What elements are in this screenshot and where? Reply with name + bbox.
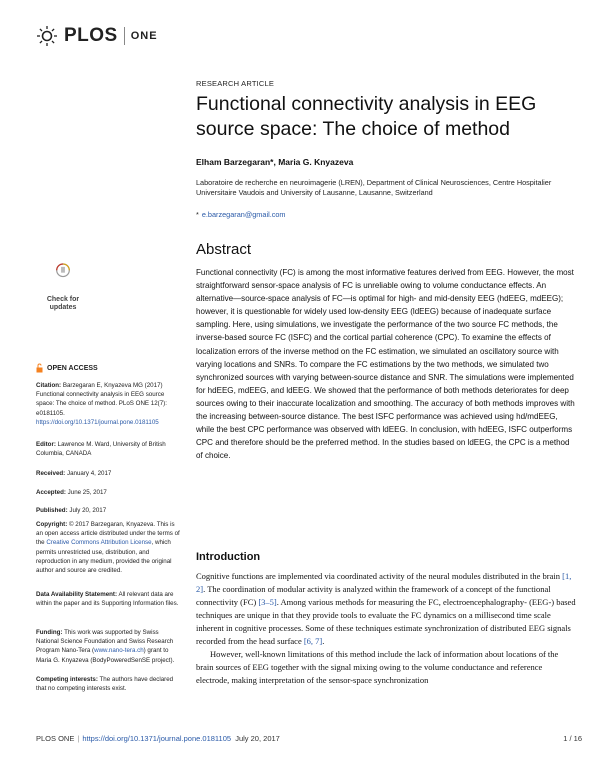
email-mark: * — [196, 210, 199, 219]
citation-text: Barzegaran E, Knyazeva MG (2017) Functional connectivity analysis in EEG source space: The choice of method. PLoS ONE 12(7): e0181105. — [36, 382, 167, 417]
footer-date: July 20, 2017 — [235, 734, 280, 743]
plos-one-logo — [36, 24, 158, 48]
intro-paragraph-1 — [196, 570, 576, 648]
competing-interests-text: The authors have declared that no competing interests exist. — [36, 676, 174, 693]
article-type: RESEARCH ARTICLE — [196, 79, 275, 88]
page-number: 1 / 16 — [563, 734, 582, 743]
funding-text: This work was supported by Swiss National Science Foundation and Swiss Research Program Nano-Tera ( — [36, 629, 174, 655]
copyright-text: © 2017 Barzegaran, Knyazeva. This is an open access article distributed under the terms of the — [36, 521, 180, 547]
introduction-body — [196, 570, 576, 687]
editor-block — [36, 440, 182, 458]
article-title: Functional connectivity analysis in EEG source space: The choice of method — [196, 93, 537, 140]
abstract-text: Functional connectivity (FC) is among the most informative features derived from EEG. However, the most straightforward sensor-space analysis of FC is unreliable owing to volume conductance effects. An alternative—source-space analysis of FC—is optimal for high- and mid-density EEG (hdEEG, mdEEG); however, it is questionable for widely used low-density EEG (ldEEG) because of inadequate surface sampling. Here, using simulations, we investigate the performance of the two source FC methods, the inverse-based source FC (ISFC) and the cortical partial coherence (CPC). To examine the effects of localization errors of the inverse method on the FC estimation, we simulated an oscillatory source with varying locations and SNRs. To compare the FC estimations by the two methods, we simulated two synchronized sources with varying between-source distance and SNR. The simulations were implemented for hdEEG, mdEEG, and ldEEG. We showed that the performance of both methods deteriorates for deep sources owing to their inaccurate localization and smoothing. The accuracy of both methods improves with the increasing between-source distance. The best ISFC performance was achieved using hd/mdEEG, while the best CPC performance was observed with ldEEG. In conclusion, with hdEEG, ISFC outperforms CPC and therefore should be the preferred method. In the studies based on ldEEG, the CPC is a method of choice. — [196, 268, 575, 461]
editor-label: Editor: — [36, 441, 56, 448]
introduction-heading: Introduction — [196, 551, 261, 563]
open-access-badge — [36, 363, 98, 373]
open-lock-icon — [36, 363, 43, 373]
funding-label: Funding: — [36, 629, 63, 636]
check-label-line-2: updates — [49, 304, 77, 311]
citation-label: Citation: — [36, 382, 62, 389]
copyright-block — [36, 520, 182, 575]
footer-journal: PLOS ONE — [36, 734, 75, 743]
copyright-text: , which permits unrestricted use, distribution, and reproduction in any medium, provided the original author and source are credited. — [36, 539, 172, 575]
footer-separator: | — [77, 734, 80, 743]
received-label: Received: — [36, 470, 66, 477]
citation-link[interactable]: [3–5] — [258, 597, 277, 607]
logo-divider — [124, 27, 125, 45]
license-link[interactable]: Creative Commons Attribution License — [46, 539, 152, 547]
published-label: Published: — [36, 507, 68, 514]
funding-text: ) grant to Maria G. Knyazeva (BodyPoweredSenSE project). — [36, 647, 175, 664]
email-link[interactable]: e.barzegaran@gmail.com — [201, 210, 286, 219]
accepted-block — [36, 488, 182, 497]
citation-block — [36, 381, 182, 427]
data-availability-label: Data Availability Statement: — [36, 591, 118, 598]
intro-text: . The coordination of modular activity is analyzed within the framework of a concept of the functional connectivity (FC) — [196, 584, 551, 607]
published-block — [36, 506, 182, 515]
received-date: January 4, 2017 — [66, 470, 112, 477]
competing-interests-block — [36, 675, 182, 693]
citation-doi-link[interactable]: https://doi.org/10.1371/journal.pone.0181105 — [36, 418, 159, 426]
intro-text: . — [322, 636, 325, 646]
check-for-updates-icon[interactable] — [34, 263, 92, 293]
open-access-label: OPEN ACCESS — [47, 364, 98, 372]
copyright-label: Copyright: — [36, 521, 68, 528]
check-label-line-1: Check for — [46, 296, 80, 303]
funding-link[interactable]: www.nano-tera.ch — [94, 647, 144, 655]
affiliation: Laboratoire de recherche en neuroimagerie (LREN), Department of Clinical Neurosciences, Centre Hospitalier Universitaire Vaudois and University of Lausanne, Lausanne, Switzerland — [196, 178, 552, 197]
abstract-heading: Abstract — [196, 241, 252, 258]
citation-link[interactable]: [6, 7] — [303, 636, 323, 646]
accepted-label: Accepted: — [36, 489, 66, 496]
funding-block — [36, 628, 182, 665]
intro-paragraph-2: However, well-known limitations of this method include the lack of information about locations of the brain sources of EEG together with the signal mixing owing to the volume conductance and reference electrode, making interpretation of the sensor-space synchronization — [196, 649, 559, 685]
data-availability-text: All relevant data are within the paper and its Supporting Information files. — [36, 591, 179, 608]
received-block — [36, 469, 182, 478]
data-availability-block — [36, 590, 182, 608]
accepted-date: June 25, 2017 — [67, 489, 107, 496]
published-date: July 20, 2017 — [69, 507, 107, 514]
intro-text: . Among various methods for measuring the FC, electroencephalography- (EEG-) based techniques are unique in that they provide tools to evaluate the FC dynamics on a millisecond time scale inherent in cognitive processes. Some of these techniques estimate synchronization of distributed EEG signals recorded from the head surface — [196, 597, 576, 646]
editor-text: Lawrence M. Ward, University of British Columbia, CANADA — [36, 441, 166, 458]
plos-sun-icon — [36, 25, 58, 47]
corresponding-email[interactable] — [196, 210, 286, 219]
citation-link[interactable]: [1, 2] — [196, 571, 572, 594]
competing-interests-label: Competing interests: — [36, 676, 98, 683]
journal-name: ONE — [130, 30, 158, 42]
check-for-updates-label[interactable] — [34, 296, 92, 312]
brand-name: PLOS — [64, 25, 118, 46]
footer-doi-link[interactable]: https://doi.org/10.1371/journal.pone.0181105 — [82, 734, 232, 743]
intro-text: Cognitive functions are implemented via coordinated activity of the neural modules distributed in the brain — [196, 571, 563, 581]
author-list: Elham Barzegaran*, Maria G. Knyazeva — [196, 157, 354, 167]
